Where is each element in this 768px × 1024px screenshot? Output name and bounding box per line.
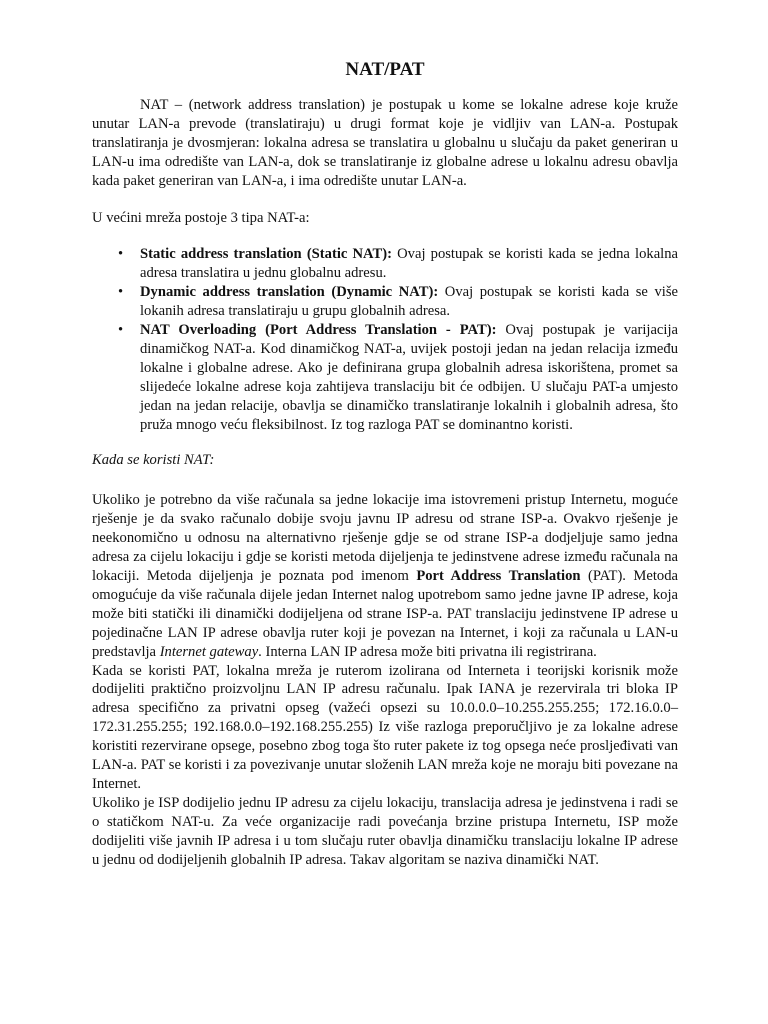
paragraph-text: Ukoliko je potrebno da više računala sa jedne lokacije ima istovremeni pristup Internetu, moguće rješenje je da svako računalo dobije svoju javnu IP adresu od strane ISP-a. Ovakvo rješenje je neekonomično u odnosu na alternativno rješenje gdje se od strane ISP-a dodjeljuje samo jedna adresa za cijelu lokaciju i gdje se koristi metoda dijeljenja te jedinstvene adrese između računala na lokaciji. Metoda dijeljenja je poznata pod imenom bbox=[92, 492, 678, 585]
internet-gateway-term: Internet gateway bbox=[159, 643, 259, 660]
list-item-term: Static address translation (Static NAT): bbox=[140, 246, 392, 263]
pat-term: Port Address Translation bbox=[416, 568, 581, 585]
section-heading: Kada se koristi NAT: bbox=[92, 451, 215, 468]
paragraph-text: (PAT). Metoda omogućuje da više računala dijele jedan Internet nalog upotrebom samo jedne javne IP adrese, koja može biti statički ili dinamički dodijeljena od strane ISP-a. PAT translaciju jedinstvene IP adrese u pojedinačne LAN IP adrese obavlja ruter koji je povezan na Internet, i koji za računala u LAN-u predstavlja bbox=[92, 568, 679, 660]
bullet-icon: • bbox=[118, 322, 124, 339]
list-item bbox=[118, 283, 678, 321]
list-item-term: NAT Overloading (Port Address Translation - PAT): bbox=[140, 322, 497, 339]
list-item-term: Dynamic address translation (Dynamic NAT): bbox=[140, 284, 439, 301]
bullet-icon: • bbox=[118, 284, 124, 301]
list-item bbox=[118, 321, 678, 434]
types-intro: U većini mreža postoje 3 tipa NAT-a: bbox=[92, 209, 310, 226]
intro-paragraph: NAT – (network address translation) je postupak u kome se lokalne adrese koje kruže unutar LAN-a prevode (translatiraju) u drugi format koje je vidljiv van LAN-a. Postupak translatiranja je dvosmjeran: lokalna adresa se translatira u globalnu u slučaju da paket generiran u LAN-u ima odredište van LAN-a, dok se translatiranje iz globalne adrese u lokalnu adresu obavlja kada paket generiran van LAN-a, i ima odredište unutar LAN-a. bbox=[92, 97, 678, 189]
document-title: NAT/PAT bbox=[345, 59, 425, 80]
list-item-text: Ovaj postupak je varijacija dinamičkog NAT-a. Kod dinamičkog NAT-a, uvijek postoji jedan na jedan relacija između lokalne i globalne adrese. Ako je definirana grupa globalnih adresa iskorištena, promet sa slijedeće lokalne adrese koja zahtijeva translaciju bit će odbijen. U slučaju PAT-a umjesto jedan na jedan relacije, obavlja se dinamičko translatiranje lokalnih i globalnih adresa, što pruža mnogo veću fleksibilnost. Iz tog razloga PAT se dominantno koristi. bbox=[140, 322, 678, 433]
body-paragraph-1 bbox=[92, 491, 678, 661]
paragraph-text: . Interna LAN IP adresa može biti privatna ili registrirana. bbox=[258, 643, 597, 660]
bullet-icon: • bbox=[118, 246, 124, 263]
list-item-text: Ovaj postupak se koristi kada se više lokanih adresa translatiraju u grupu globalnih adresa. bbox=[140, 284, 678, 320]
body-paragraph-3: Ukoliko je ISP dodijelio jednu IP adresu za cijelu lokaciju, translacija adresa je jedinstvena i radi se o statičkom NAT-u. Za veće organizacije radi povećanja brzine pristupa Internetu, ISP može dodijeliti više javnih IP adresa i u tom slučaju ruter obavlja dinamičku translaciju lokalne IP adrese u jednu od dodijeljenih globalnih IP adresa. Takav algoritam se naziva dinamički NAT. bbox=[92, 794, 678, 868]
list-item bbox=[118, 245, 679, 283]
body-paragraph-2: Kada se koristi PAT, lokalna mreža je ruterom izolirana od Interneta i teorijski korisnik može dodijeliti praktično proizvoljnu LAN IP adresu računalu. Ipak IANA je rezervirala tri bloka IP adresa specifično za privatni opseg (važeći opsezi su 10.0.0.0–10.255.255.255; 172.16.0.0–172.31.255.255; 192.168.0.0–192.168.255.255) Iz više razloga preporučljivo je za lokalne adrese koristiti rezervirane opsege, posebno zbog toga što ruter pakete iz tog opsega neće prosljeđivati van LAN-a. PAT se koristi i za povezivanje unutar složenih LAN mreža koje ne moraju biti povezane na Internet. bbox=[92, 662, 678, 792]
nat-types-list bbox=[92, 245, 678, 434]
list-item-text: Ovaj postupak se koristi kada se jedna lokalna adresa translatira u jednu globalnu adresu. bbox=[140, 246, 679, 282]
